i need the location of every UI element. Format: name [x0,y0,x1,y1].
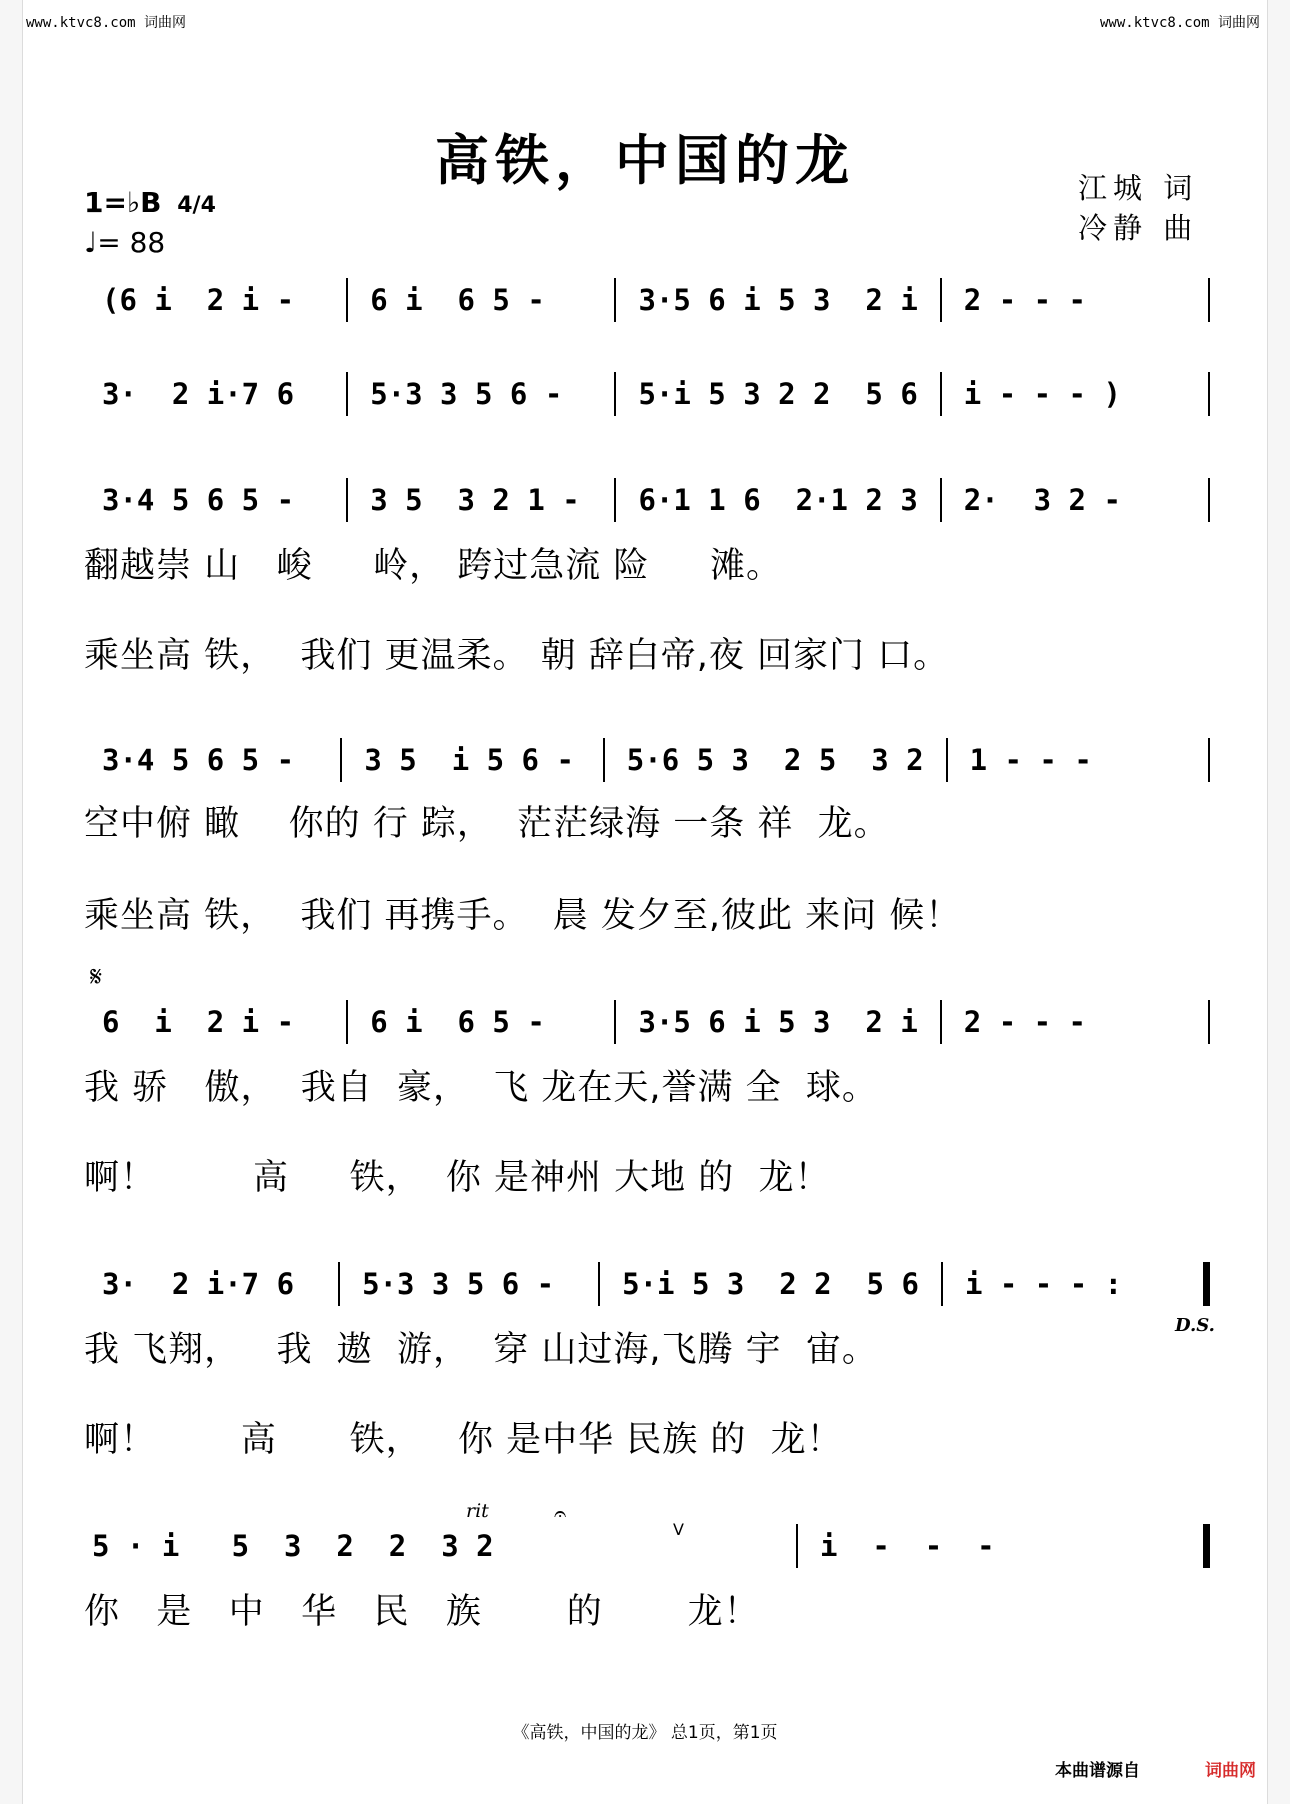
barline [346,1000,348,1044]
notation-row-4 [84,736,1214,784]
notation-row-1 [84,276,1214,324]
barline [346,372,348,416]
lyric-line: 乘坐高 铁， 我们 更温柔。 朝 辞白帝,夜 回家门 口。 [84,636,950,676]
notation-row-2 [84,370,1214,418]
time-signature: 4/4 [177,193,216,218]
measure: 5·i 5 3 2 2 5 6 [622,1267,919,1301]
tempo-marking: ♩= 88 [84,226,166,259]
barline [941,1262,943,1306]
barline [940,278,942,322]
measure: 2· 3 2 - [963,483,1121,517]
lyric-line: 空中俯 瞰 你的 行 踪， 茫茫绿海 一条 祥 龙。 [84,804,890,844]
measure: 3 5 3 2 1 - [370,483,580,517]
page-footer: 《高铁，中国的龙》 总1页，第1页 [512,1723,778,1743]
credits [1078,168,1198,248]
watermark-right: www.ktvc8.com 词曲网 [1100,15,1261,31]
lyric-line: 翻越崇 山 峻 岭， 跨过急流 险 滩。 [84,546,783,586]
fermata-icon: 𝄐 [554,1502,567,1527]
barline [940,372,942,416]
barline [340,738,342,782]
lyric-line: 啊！ 高 铁， 你 是中华 民族 的 龙！ [84,1420,843,1460]
measure: 1 - - - [969,743,1092,777]
measure: 6 i 2 i - [102,1005,295,1039]
rit-marking: rit [466,1500,489,1522]
repeat-barline [1203,1262,1210,1306]
measure: i - - - : [964,1267,1123,1301]
barline [1208,478,1210,522]
measure: 2 - - - [963,1005,1087,1039]
barline [796,1524,798,1568]
source-label: 本曲谱源自 [1055,1761,1140,1781]
measure: i - - - [820,1529,995,1563]
notation-row-6 [84,1260,1214,1308]
barline [614,372,616,416]
measure: 3·4 5 6 5 - [102,743,295,777]
barline [614,1000,616,1044]
composer-credit: 冷静 曲 [1078,211,1199,245]
barline [940,1000,942,1044]
measure: (6 i 2 i - [102,283,295,317]
barline [346,278,348,322]
source-brand: 词曲网 [1205,1761,1256,1781]
barline [1208,372,1210,416]
measure: 5·3 3 5 6 - [362,1267,555,1301]
final-barline [1203,1524,1210,1568]
lyric-line: 啊！ 高 铁， 你 是神州 大地 的 龙！ [84,1158,831,1198]
measure: 2 - - - [963,283,1087,317]
lyricist-credit: 江城 词 [1078,171,1199,205]
lyric-line: 我 骄 傲， 我自 豪， 飞 龙在天,誉满 全 球。 [84,1068,878,1108]
barline [598,1262,600,1306]
song-title: 高铁，中国的龙 [435,128,855,192]
measure: 3· 2 i·7 6 [102,1267,295,1301]
barline [1208,278,1210,322]
measure: 3·5 6 i 5 3 2 i [638,1005,918,1039]
measure: 5·6 5 3 2 5 3 2 [626,743,924,777]
barline [940,478,942,522]
measure: 3·5 6 i 5 3 2 i [638,283,918,317]
barline [614,278,616,322]
measure: 5 · i 5 3 2 2 3 2 [92,1529,494,1563]
barline [614,478,616,522]
breath-mark: V [673,1520,684,1539]
barline [346,478,348,522]
measure: 3·4 5 6 5 - [102,483,295,517]
barline [1208,738,1210,782]
barline [603,738,605,782]
notation-row-5 [84,998,1214,1046]
notation-row-3 [84,476,1214,524]
measure: 5·i 5 3 2 2 5 6 [638,377,918,411]
right-margin-strip [1267,0,1290,1804]
key-text: 1=♭B [84,186,162,219]
barline [338,1262,340,1306]
barline [1208,1000,1210,1044]
lyric-line: 我 飞翔， 我 遨 游， 穿 山过海,飞腾 宇 宙。 [84,1330,878,1370]
left-margin-strip [0,0,23,1804]
ds-marking: D.S. [1175,1315,1215,1336]
measure: i - - - ) [963,377,1121,411]
barline [946,738,948,782]
lyric-line: 乘坐高 铁， 我们 再携手。 晨 发夕至,彼此 来问 候！ [84,896,962,936]
watermark-left: www.ktvc8.com 词曲网 [26,15,187,31]
segno-sign: 𝄋 [90,960,103,993]
measure: 3· 2 i·7 6 [102,377,295,411]
measure: 6·1 1 6 2·1 2 3 [638,483,918,517]
measure: 6 i 6 5 - [370,1005,545,1039]
key-signature [84,186,216,219]
lyric-line: 你 是 中 华 民 族 的 龙！ [84,1592,760,1632]
notation-row-7 [84,1522,1214,1570]
measure: 6 i 6 5 - [370,283,545,317]
measure: 3 5 i 5 6 - [364,743,574,777]
measure: 5·3 3 5 6 - [370,377,563,411]
